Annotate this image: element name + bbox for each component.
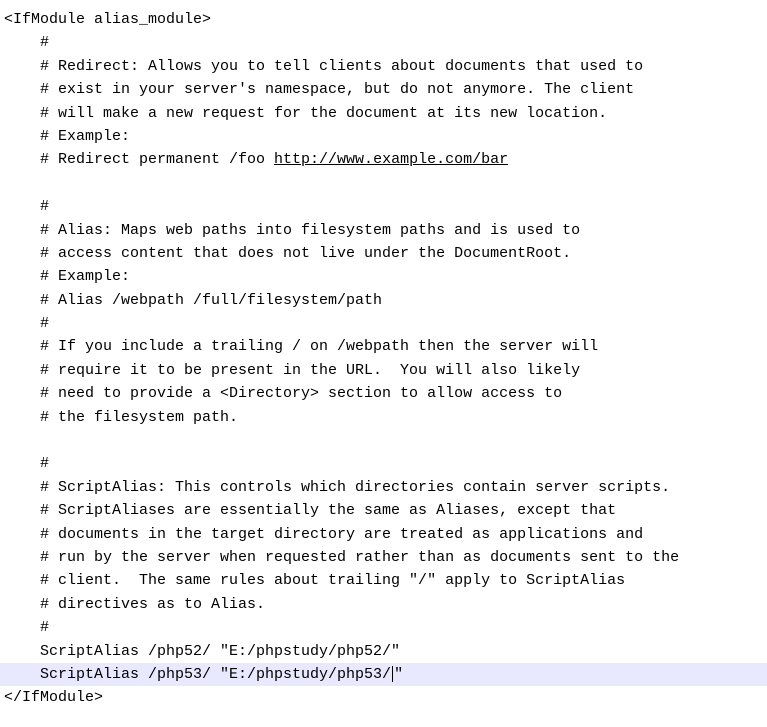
example-url-link[interactable]: http://www.example.com/bar [274, 151, 509, 169]
code-line-20: # [40, 455, 50, 473]
code-line-24: # run by the server when requested rather than as documents sent to the [40, 548, 680, 566]
text-caret [392, 666, 393, 682]
code-line-14: # [40, 315, 50, 333]
code-line-9: # [40, 198, 50, 216]
code-line-17: # need to provide a <Directory> section to allow access to [40, 385, 563, 403]
code-line-18: # the filesystem path. [40, 408, 239, 426]
code-line-11: # access content that does not live under the DocumentRoot. [40, 244, 572, 262]
code-line-27: # [40, 619, 50, 637]
code-line-26: # directives as to Alias. [40, 595, 266, 613]
code-line-28: ScriptAlias /php52/ "E:/phpstudy/php52/" [40, 642, 401, 660]
code-line-7-text: # Redirect permanent /foo [40, 151, 275, 169]
code-line-22: # ScriptAliases are essentially the same as Aliases, except that [40, 502, 617, 520]
code-line-29-text-before-caret: ScriptAlias /php53/ "E:/phpstudy/php53/ [40, 665, 392, 683]
code-line-8 [4, 172, 767, 195]
code-line-10: # Alias: Maps web paths into filesystem paths and is used to [40, 221, 581, 239]
code-line-1: <IfModule alias_module> [4, 11, 212, 28]
code-line-4: # exist in your server's namespace, but do not anymore. The client [40, 81, 635, 99]
code-text-area[interactable] [4, 8, 767, 710]
code-line-6: # Example: [40, 127, 131, 145]
code-line-21: # ScriptAlias: This controls which directories contain server scripts. [40, 478, 671, 496]
code-line-2: # [40, 34, 50, 52]
code-line-19 [4, 429, 767, 452]
code-line-13: # Alias /webpath /full/filesystem/path [40, 291, 383, 309]
code-line-5: # will make a new request for the document at its new location. [40, 104, 608, 122]
code-line-30: </IfModule> [4, 689, 104, 707]
code-line-7 [4, 148, 767, 171]
code-line-29-current[interactable] [0, 663, 767, 686]
code-line-25: # client. The same rules about trailing "/" apply to ScriptAlias [40, 572, 626, 590]
code-line-16: # require it to be present in the URL. You will also likely [40, 361, 581, 379]
code-line-29-text-after-caret: " [394, 665, 404, 683]
code-line-23: # documents in the target directory are treated as applications and [40, 525, 644, 543]
code-line-3: # Redirect: Allows you to tell clients about documents that used to [40, 57, 644, 75]
code-line-15: # If you include a trailing / on /webpath then the server will [40, 338, 599, 356]
code-line-12: # Example: [40, 268, 131, 286]
